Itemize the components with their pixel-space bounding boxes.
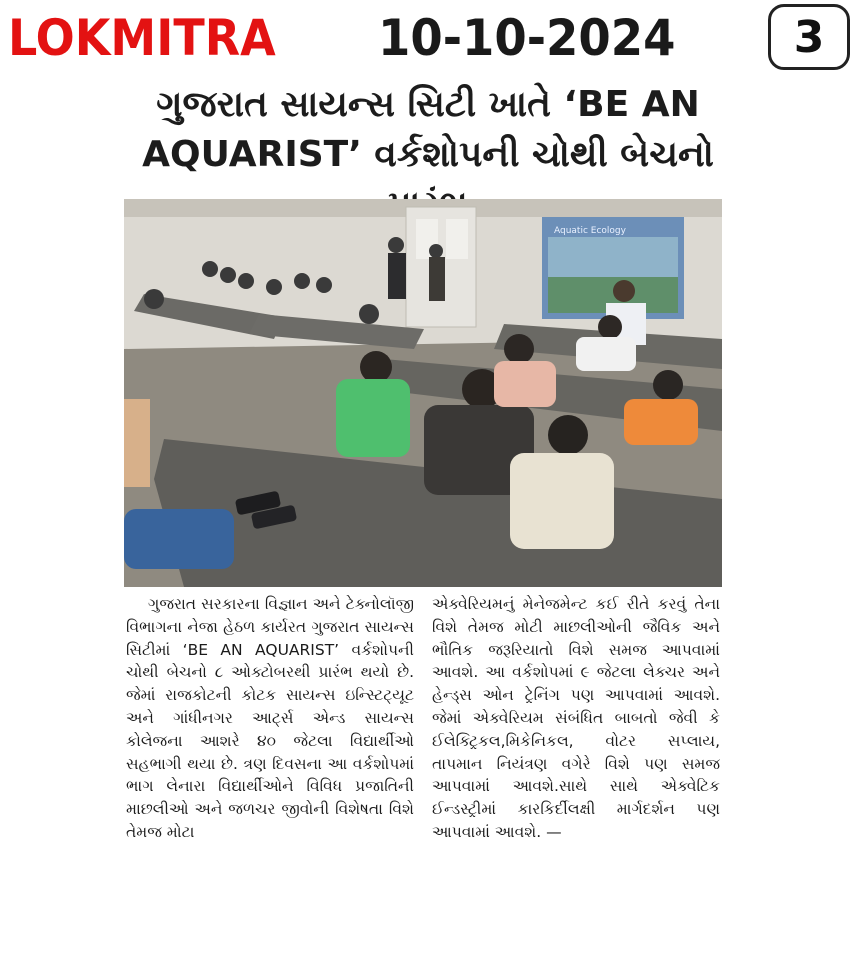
article-column-left: ગુજરાત સરકારના વિજ્ઞાન અને ટેક્નોલૉજી વિભાગના નેજા હેઠળ કાર્યરત ગુજરાત સાયન્સ સિટીમાં ‘BE AN AQUARIST’ વર્કશોપની ચોથી બેચનો ૮ ઓક્ટોબરથી પ્રારંભ થયો છે. જેમાં રાજકોટની કોટક સાયન્સ ઇન્સ્ટિટ્યૂટ અને ગાંધીનગર આર્ટ્સ એન્ડ સાયન્સ કોલેજના આશરે ૪૦ જેટલા વિદ્યાર્થીઓ સહભાગી થયા છે. ત્રણ દિવસના આ વર્કશોપમાં ભાગ લેનારા વિદ્યાર્થીઓને વિવિધ પ્રજાતિની માછલીઓ અને જળચર જીવોની વિશેષતા વિશે તેમજ મોટા bbox=[126, 595, 414, 841]
newspaper-brand: LOKMITRA bbox=[8, 9, 276, 67]
masthead bbox=[0, 0, 859, 76]
article-photo bbox=[124, 199, 722, 587]
classroom-photo-illustration bbox=[124, 199, 722, 587]
page-number-badge: 3 bbox=[768, 4, 850, 70]
issue-date: 10-10-2024 bbox=[378, 9, 676, 67]
article-headline: ગુજરાત સાયન્સ સિટી ખાતે ‘BE AN AQUARIST’ વર્કશોપની ચોથી બેચનો bbox=[142, 84, 714, 175]
slide-title: Aquatic Ecology bbox=[554, 226, 626, 236]
article-column-right: એક્વેરિયમનું મેનેજમેન્ટ કઈ રીતે કરવું તેના વિશે તેમજ મોટી માછલીઓની જૈવિક અને ભૌતિક જરૂરિયાતો વિશે સમજ આપવામાં આવશે. આ વર્કશોપમાં ૯ જેટલા લેક્ચર અને હેન્ડ્સ ઓન ટ્રેનિંગ પણ આપવામાં આવશે. જેમાં એક્વેરિયમ સંબંધિત બાબતો જેવી કે ઈલેક્ટ્રિકલ,મિકેનિકલ, વોટર સપ્લાય, તાપમાન નિયંત્રણ વગેરે વિશે પણ સમજ આપવામાં આવશે.સાથે સાથે એક્વેટિક ઈન્ડસ્ટ્રીમાં કારકિર્દીલક્ષી માર્ગદર્શન પણ આપવામાં આવશે. — bbox=[432, 595, 720, 841]
